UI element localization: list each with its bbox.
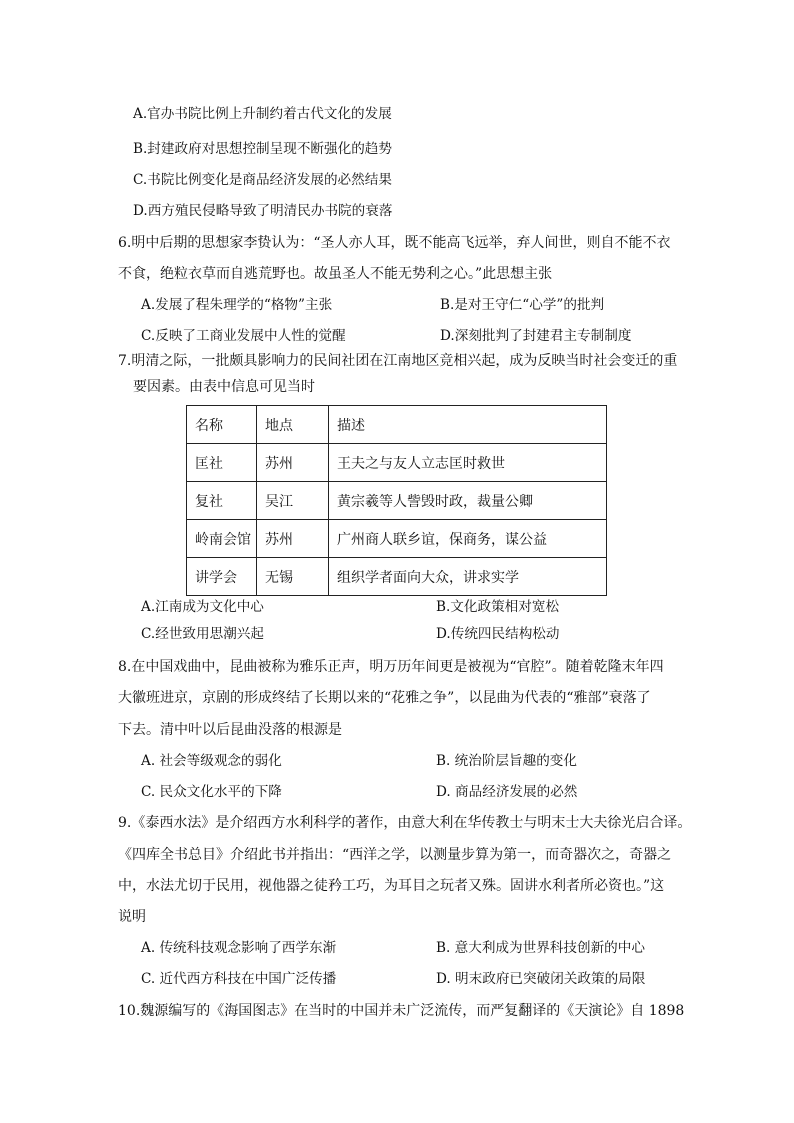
table-row	[187, 482, 607, 520]
q6-option-a: A.发展了程朱理学的“格物”主张	[141, 297, 333, 313]
q9-stem-line-2: 《四库全书总目》介绍此书并指出：“西洋之学，以测量步算为第一，而奇器次之，奇器之	[118, 847, 672, 863]
table-cell: 无锡	[257, 558, 329, 596]
q5-option-a: A.官办书院比例上升制约着古代文化的发展	[133, 106, 392, 122]
table-header-row	[187, 406, 607, 444]
q7-option-b: B.文化政策相对宽松	[436, 599, 560, 615]
q8-option-d: D. 商品经济发展的必然	[436, 784, 578, 800]
table-row	[187, 558, 607, 596]
table-cell: 苏州	[257, 520, 329, 558]
q9-stem-line-4: 说明	[118, 909, 146, 925]
table-row	[187, 444, 607, 482]
q7-society-table	[186, 405, 607, 596]
table-cell: 王夫之与友人立志匡时救世	[329, 444, 607, 482]
q9-option-b: B. 意大利成为世界科技创新的中心	[436, 940, 645, 956]
q7-option-d: D.传统四民结构松动	[436, 626, 560, 642]
q8-stem-line-3: 下去。清中叶以后昆曲没落的根源是	[118, 722, 342, 738]
q9-stem-line-3: 中，水法尤切于民用，视他器之徒矜工巧，为耳目之玩者又殊。固讲水利者所必资也。”这	[118, 878, 665, 894]
table-cell: 岭南会馆	[187, 520, 257, 558]
q7-option-c: C.经世致用思潮兴起	[141, 626, 264, 642]
q8-stem-line-1: 8.在中国戏曲中，昆曲被称为雅乐正声，明万历年间更是被视为“官腔”。随着乾隆末年四	[118, 659, 664, 675]
q9-option-c: C. 近代西方科技在中国广泛传播	[141, 971, 337, 987]
table-cell: 匡社	[187, 444, 257, 482]
q5-option-b: B.封建政府对思想控制呈现不断强化的趋势	[133, 141, 392, 157]
q9-option-a: A. 传统科技观念影响了西学东渐	[141, 940, 337, 956]
q9-stem-line-1: 9.《泰西水法》是介绍西方水利科学的著作，由意大利在华传教士与明末士大夫徐光启合译。	[118, 815, 692, 831]
q8-option-a: A. 社会等级观念的弱化	[141, 753, 282, 769]
table-header-cell: 名称	[187, 406, 257, 444]
table-header-cell: 描述	[329, 406, 607, 444]
table-cell: 广州商人联乡谊，保商务，谋公益	[329, 520, 607, 558]
q8-stem-line-2: 大徽班进京，京剧的形成终结了长期以来的“花雅之争”，以昆曲为代表的“雅部”衰落了	[118, 690, 651, 706]
table-cell: 复社	[187, 482, 257, 520]
q6-stem-line-2: 不食，绝粒衣草而自逃荒野也。故虽圣人不能无势利之心。”此思想主张	[118, 266, 553, 282]
table-row	[187, 520, 607, 558]
q6-option-c: C.反映了工商业发展中人性的觉醒	[141, 328, 346, 344]
q6-stem-line-1: 6.明中后期的思想家李贽认为：“圣人亦人耳，既不能高飞远举，弃人间世，则自不能不衣	[118, 235, 671, 251]
q7-stem-line-2: 要因素。由表中信息可见当时	[133, 379, 315, 395]
table-cell: 讲学会	[187, 558, 257, 596]
q7-option-a: A.江南成为文化中心	[141, 599, 264, 615]
table-header-cell: 地点	[257, 406, 329, 444]
q5-option-c: C.书院比例变化是商品经济发展的必然结果	[133, 172, 392, 188]
table-cell: 吴江	[257, 482, 329, 520]
table-cell: 黄宗羲等人訾毁时政，裁量公卿	[329, 482, 607, 520]
q6-option-d: D.深刻批判了封建君主专制制度	[440, 328, 632, 344]
q7-stem-line-1: 7.明清之际，一批颇具影响力的民间社团在江南地区竞相兴起，成为反映当时社会变迁的重	[118, 353, 678, 369]
q8-option-c: C. 民众文化水平的下降	[141, 784, 282, 800]
table-cell: 组织学者面向大众，讲求实学	[329, 558, 607, 596]
q5-option-d: D.西方殖民侵略导致了明清民办书院的衰落	[133, 203, 393, 219]
table-cell: 苏州	[257, 444, 329, 482]
q8-option-b: B. 统治阶层旨趣的变化	[436, 753, 577, 769]
q10-stem-line-1: 10.魏源编写的《海国图志》在当时的中国并未广泛流传，而严复翻译的《天演论》自 1898	[118, 1003, 685, 1019]
q9-option-d: D. 明末政府已突破闭关政策的局限	[436, 971, 646, 987]
q6-option-b: B.是对王守仁“心学”的批判	[440, 297, 605, 313]
